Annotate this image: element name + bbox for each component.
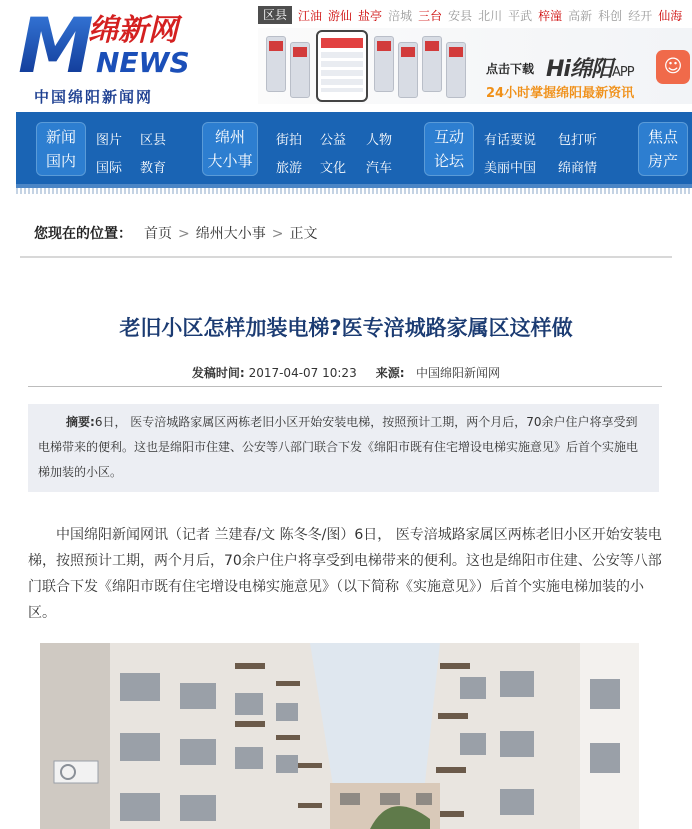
- abstract-label: 摘要:: [66, 415, 95, 429]
- county-link[interactable]: 江油: [298, 8, 323, 23]
- banner-app-suffix: APP: [611, 65, 634, 80]
- county-link[interactable]: 经开: [628, 8, 653, 23]
- app-icon: ☺: [656, 50, 690, 84]
- phone-thumb: [374, 36, 394, 92]
- abstract-text: 6日， 医专涪城路家属区两栋老旧小区开始安装电梯，按照预计工期，两个月后，70余户住户将享受到电梯带来的便利。这也是绵阳市住建、公安等八部门联合下发《绵阳市既有住宅增设电梯实施意见》后首个实施电梯加装的小区。: [38, 415, 639, 479]
- county-bar: [258, 6, 688, 24]
- nav-link-people[interactable]: 人物: [366, 133, 393, 148]
- nav-link-auto[interactable]: 汽车: [366, 161, 393, 176]
- app-banner[interactable]: [258, 28, 692, 104]
- nav-big-line: 论坛: [433, 152, 464, 170]
- nav-link-international[interactable]: 国际: [96, 161, 123, 176]
- breadcrumb: [20, 214, 672, 258]
- nav-link-travel[interactable]: 旅游: [276, 161, 303, 176]
- county-link[interactable]: 游仙: [328, 8, 353, 23]
- article-body: 中国绵阳新闻网讯（记者 兰建春/文 陈冬冬/图）6日， 医专涪城路家属区两栋老旧小区开始安装电梯，按照预计工期，两个月后，70余户住户将享受到电梯带来的便利。这也是绵阳市住建、公安等八部门联合下发《绵阳市既有住宅增设电梯实施意见》（以下简称《实施意见》）后首个实施电梯加装的小区。: [28, 527, 662, 621]
- nav-divider: [16, 188, 692, 194]
- breadcrumb-home[interactable]: 首页: [144, 226, 172, 242]
- county-link[interactable]: 仙海: [658, 8, 683, 23]
- nav-link-images[interactable]: 图片: [96, 133, 123, 148]
- site-header: [0, 0, 692, 108]
- nav-mianzhou-events[interactable]: [202, 122, 258, 176]
- article-abstract: [28, 404, 659, 492]
- county-links: [298, 7, 688, 24]
- meta-time: 2017-04-07 10:23: [248, 366, 357, 380]
- nav-link-speak[interactable]: 有话要说: [484, 133, 537, 148]
- banner-download-text: 点击下载: [486, 62, 535, 76]
- county-link[interactable]: 高新: [568, 8, 593, 23]
- meta-time-label: 发稿时间:: [191, 366, 245, 380]
- banner-app-title: Hi绵阳: [546, 57, 612, 82]
- site-logo[interactable]: [16, 6, 226, 106]
- nav-big-line: 互动: [433, 128, 464, 146]
- county-link[interactable]: 涪城: [388, 8, 413, 23]
- phone-illustration: [316, 30, 368, 102]
- phone-thumb: [446, 42, 466, 98]
- breadcrumb-separator: >: [178, 226, 190, 242]
- breadcrumb-trail: [144, 214, 317, 254]
- banner-slogan: 24小时掌握绵阳最新资讯: [486, 86, 635, 101]
- nav-link-business[interactable]: 绵商情: [558, 161, 598, 176]
- article-title: 老旧小区怎样加装电梯?医专涪城路家属区这样做: [119, 316, 573, 340]
- nav-interactive-forum[interactable]: [424, 122, 474, 176]
- county-link[interactable]: 平武: [508, 8, 533, 23]
- main-nav: [16, 112, 692, 188]
- nav-link-counties[interactable]: 区县: [140, 133, 167, 148]
- logo-tagline: 中国绵阳新闻网: [34, 88, 154, 106]
- county-link[interactable]: 安县: [448, 8, 473, 23]
- article-meta: [0, 364, 692, 381]
- nav-link-education[interactable]: 教育: [140, 161, 167, 176]
- breadcrumb-current: 正文: [289, 226, 318, 242]
- nav-link-culture[interactable]: 文化: [320, 161, 347, 176]
- breadcrumb-label: 您现在的位置：: [34, 226, 132, 242]
- logo-mark: [16, 6, 226, 84]
- nav-big-line: 房产: [647, 152, 678, 170]
- logo-m-letter: M: [18, 6, 94, 84]
- nav-big-line: 绵州: [214, 128, 245, 146]
- county-link[interactable]: 三台: [418, 8, 443, 23]
- nav-big-line: 国内: [45, 152, 76, 170]
- phone-thumb: [398, 42, 418, 98]
- county-label: 区县: [258, 6, 292, 24]
- county-link[interactable]: 科创: [598, 8, 623, 23]
- phone-thumb: [290, 42, 310, 98]
- logo-name: 绵新网: [88, 13, 178, 48]
- nav-focus-property[interactable]: [638, 122, 688, 176]
- breadcrumb-section[interactable]: 绵州大小事: [195, 226, 266, 242]
- phone-thumb: [422, 36, 442, 92]
- nav-big-line: 新闻: [45, 128, 76, 146]
- nav-link-beautiful-china[interactable]: 美丽中国: [484, 161, 537, 176]
- nav-link-inquiry[interactable]: 包打听: [558, 133, 598, 148]
- article-photo: [40, 643, 639, 829]
- meta-source: 中国绵阳新闻网: [416, 366, 501, 380]
- nav-link-charity[interactable]: 公益: [320, 133, 347, 148]
- nav-news-domestic[interactable]: [36, 122, 86, 176]
- logo-news: NEWS: [96, 46, 190, 79]
- nav-big-line: 大小事: [207, 152, 253, 170]
- county-link[interactable]: 梓潼: [538, 8, 563, 23]
- breadcrumb-separator: >: [271, 226, 284, 242]
- nav-big-line: 焦点: [647, 128, 678, 146]
- photo-illustration: [40, 643, 639, 829]
- meta-divider: [28, 386, 662, 387]
- county-link[interactable]: 盐亭: [358, 8, 383, 23]
- county-link[interactable]: 北川: [478, 8, 503, 23]
- nav-link-street[interactable]: 街拍: [276, 133, 303, 148]
- phone-thumb: [266, 36, 286, 92]
- meta-source-label: 来源:: [375, 366, 405, 380]
- banner-app-name: [546, 52, 634, 83]
